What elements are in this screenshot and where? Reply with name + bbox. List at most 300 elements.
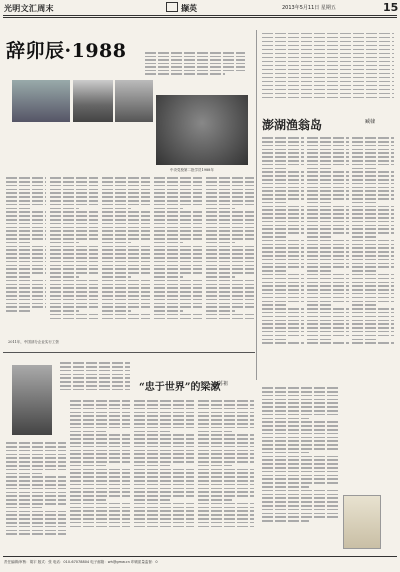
text-line — [154, 181, 202, 183]
text-line — [206, 215, 254, 217]
text-line — [307, 175, 349, 177]
text-line — [134, 472, 194, 474]
text-line — [198, 450, 254, 452]
text-line — [307, 221, 349, 223]
text-line — [198, 522, 254, 524]
text-line — [307, 190, 349, 192]
text-line — [50, 204, 98, 206]
text-line — [307, 179, 349, 181]
photo-robot — [156, 95, 248, 165]
text-line — [262, 202, 287, 204]
section-label: 撷英 — [181, 4, 197, 13]
text-line — [352, 240, 394, 242]
text-line — [307, 312, 349, 314]
text-line — [60, 381, 130, 383]
text-line — [262, 168, 287, 170]
text-line — [262, 259, 304, 261]
text-line — [307, 247, 349, 249]
text-line — [262, 467, 340, 469]
text-line — [262, 164, 304, 166]
text-line — [262, 293, 304, 295]
text-line — [352, 209, 394, 211]
text-line — [102, 291, 150, 293]
text-line — [307, 263, 349, 265]
text-line — [307, 327, 349, 329]
text-line — [6, 272, 46, 274]
article3-intro — [60, 360, 130, 393]
text-line — [134, 465, 170, 467]
text-line — [50, 318, 98, 320]
text-line — [154, 177, 202, 179]
text-line — [50, 253, 98, 255]
text-line — [70, 450, 130, 452]
text-line — [50, 227, 98, 229]
text-line — [307, 225, 349, 227]
text-line — [6, 261, 46, 263]
text-line — [134, 423, 194, 425]
text-line — [352, 316, 394, 318]
text-line — [206, 204, 254, 206]
text-line — [198, 465, 232, 467]
text-line — [102, 192, 150, 194]
text-line — [352, 175, 394, 177]
text-line — [307, 282, 349, 284]
text-line — [6, 514, 66, 516]
text-line — [352, 156, 394, 158]
text-line — [50, 249, 98, 251]
article2-author: 臧棣 — [365, 119, 376, 125]
text-line — [206, 310, 235, 312]
text-line — [198, 457, 254, 459]
text-line — [352, 278, 394, 280]
photo-crowd — [12, 80, 70, 122]
text-line — [262, 399, 340, 401]
text-line — [352, 289, 394, 291]
text-line — [6, 219, 46, 221]
text-line — [262, 440, 340, 442]
text-line — [134, 480, 194, 482]
text-line — [102, 299, 150, 301]
text-line — [307, 251, 349, 253]
text-line — [262, 509, 340, 511]
text-line — [50, 230, 98, 232]
text-line — [307, 293, 349, 295]
text-line — [154, 268, 202, 270]
text-line — [206, 314, 254, 316]
text-line — [307, 160, 349, 162]
text-line — [206, 261, 254, 263]
text-line — [6, 303, 46, 305]
text-line — [6, 242, 30, 244]
text-line — [70, 431, 106, 433]
text-line — [134, 457, 194, 459]
text-line — [352, 304, 377, 306]
text-line — [206, 253, 254, 255]
text-line — [50, 242, 79, 244]
text-line — [70, 484, 130, 486]
text-line — [307, 187, 349, 189]
text-line — [154, 238, 202, 240]
text-line — [6, 469, 66, 471]
text-line — [6, 223, 46, 225]
text-line — [198, 491, 254, 493]
text-line — [198, 404, 254, 406]
photo-street — [73, 80, 113, 122]
text-line — [262, 198, 304, 200]
text-line — [6, 189, 46, 191]
text-line — [154, 223, 202, 225]
text-line — [206, 249, 254, 251]
text-line — [6, 208, 30, 210]
text-line — [134, 412, 194, 414]
text-line — [198, 408, 254, 410]
text-line — [134, 408, 194, 410]
text-line — [50, 268, 98, 270]
text-line — [70, 438, 130, 440]
text-line — [60, 362, 130, 364]
text-line — [6, 442, 66, 444]
text-line — [70, 446, 130, 448]
text-line — [262, 520, 309, 522]
text-line — [198, 507, 254, 509]
book-icon — [166, 2, 178, 12]
text-line — [307, 217, 349, 219]
text-line — [206, 238, 254, 240]
text-line — [262, 240, 304, 242]
text-line — [206, 177, 254, 179]
text-line — [6, 530, 66, 532]
text-line — [262, 433, 340, 435]
text-line — [50, 303, 98, 305]
text-line — [50, 272, 98, 274]
text-line — [102, 208, 131, 210]
text-line — [50, 299, 98, 301]
text-line — [134, 499, 170, 501]
text-line — [206, 200, 254, 202]
text-line — [102, 185, 150, 187]
text-line — [70, 423, 130, 425]
column-divider — [256, 30, 257, 380]
text-line — [70, 400, 130, 402]
text-line — [6, 484, 66, 486]
article2-col1 — [262, 135, 304, 346]
text-line — [102, 196, 150, 198]
text-line — [262, 194, 304, 196]
text-line — [102, 265, 150, 267]
text-line — [154, 265, 202, 267]
text-line — [352, 244, 394, 246]
text-line — [262, 463, 340, 465]
text-line — [352, 232, 394, 234]
text-line — [206, 257, 254, 259]
text-line — [70, 491, 130, 493]
text-line — [102, 181, 150, 183]
text-line — [102, 223, 150, 225]
text-line — [102, 211, 150, 213]
text-line — [6, 476, 66, 478]
text-line — [198, 412, 254, 414]
text-line — [6, 253, 46, 255]
text-line — [50, 257, 98, 259]
text-line — [262, 209, 304, 211]
text-line — [307, 156, 349, 158]
text-line — [50, 208, 79, 210]
text-line — [6, 503, 66, 505]
text-line — [154, 230, 202, 232]
text-line — [134, 518, 194, 520]
text-line — [262, 255, 304, 257]
text-line — [307, 236, 332, 238]
text-line — [154, 287, 202, 289]
text-line — [6, 280, 46, 282]
text-line — [352, 263, 394, 265]
text-line — [102, 215, 150, 217]
text-line — [198, 472, 254, 474]
photo-people — [115, 80, 153, 122]
text-line — [154, 257, 202, 259]
text-line — [60, 377, 130, 379]
text-line — [198, 438, 254, 440]
text-line — [307, 335, 349, 337]
article2-col2 — [307, 135, 349, 346]
text-line — [307, 331, 349, 333]
text-line — [70, 518, 130, 520]
text-line — [262, 456, 340, 458]
text-line — [70, 442, 130, 444]
text-line — [102, 246, 150, 248]
text-line — [307, 278, 349, 280]
text-line — [307, 206, 349, 208]
text-line — [352, 308, 394, 310]
text-line — [262, 289, 304, 291]
text-line — [307, 266, 349, 268]
masthead-rule — [3, 15, 397, 16]
text-line — [352, 221, 394, 223]
text-line — [102, 303, 150, 305]
masthead-rule-thin — [3, 17, 397, 18]
text-line — [6, 211, 46, 213]
text-line — [198, 503, 254, 505]
text-line — [262, 513, 340, 515]
text-line — [154, 208, 183, 210]
text-line — [154, 227, 202, 229]
text-line — [206, 295, 254, 297]
text-line — [198, 400, 254, 402]
text-line — [6, 230, 46, 232]
text-line — [70, 427, 130, 429]
text-line — [60, 385, 130, 387]
text-line — [262, 501, 340, 503]
text-line — [307, 308, 349, 310]
text-line — [134, 526, 194, 528]
article1-side-note: 2011年，中国部分企业实行工资 — [8, 340, 59, 344]
text-line — [206, 211, 254, 213]
text-line — [307, 320, 349, 322]
text-line — [134, 400, 194, 402]
text-line — [352, 312, 394, 314]
article1-col3 — [154, 175, 202, 322]
newspaper-name: 光明文汇周末 — [4, 4, 54, 13]
text-line — [262, 236, 287, 238]
text-line — [102, 295, 150, 297]
text-line — [6, 246, 46, 248]
text-line — [70, 404, 130, 406]
text-line — [154, 192, 202, 194]
text-line — [6, 446, 66, 448]
text-line — [262, 183, 304, 185]
text-line — [70, 522, 130, 524]
text-line — [307, 274, 349, 276]
text-line — [6, 507, 42, 509]
text-line — [102, 268, 150, 270]
text-line — [206, 265, 254, 267]
text-line — [198, 526, 254, 528]
text-line — [70, 510, 130, 512]
text-line — [262, 152, 304, 154]
text-line — [198, 442, 254, 444]
text-line — [154, 261, 202, 263]
text-line — [206, 230, 254, 232]
text-line — [60, 374, 130, 376]
text-line — [262, 402, 340, 404]
text-line — [307, 152, 349, 154]
text-line — [198, 423, 254, 425]
text-line — [262, 308, 304, 310]
text-line — [198, 431, 232, 433]
text-line — [134, 522, 194, 524]
text-line — [154, 295, 202, 297]
text-line — [6, 295, 46, 297]
text-line — [262, 312, 304, 314]
text-line — [262, 482, 340, 484]
text-line — [50, 261, 98, 263]
text-line — [262, 156, 304, 158]
text-line — [70, 488, 130, 490]
text-line — [262, 301, 304, 303]
text-line — [154, 200, 202, 202]
text-line — [70, 514, 130, 516]
text-line — [307, 228, 349, 230]
text-line — [262, 270, 287, 272]
text-line — [102, 310, 131, 312]
text-line — [307, 304, 332, 306]
article3-headline: “忠于世界”的梁漱 — [139, 382, 221, 393]
text-line — [262, 320, 304, 322]
text-line — [6, 284, 46, 286]
text-line — [206, 276, 235, 278]
text-line — [6, 457, 66, 459]
text-line — [262, 418, 309, 420]
text-line — [154, 291, 202, 293]
text-line — [262, 452, 309, 454]
book-cover-image — [343, 495, 381, 549]
article1-col2 — [102, 175, 150, 322]
footer-credits: 责任编辑/审核：胡宇 版式：张 电话：010-67078804 电子邮箱：wh@gmw.cn 印刷质量监督：0 — [4, 560, 158, 564]
text-line — [198, 461, 254, 463]
article1-sidebar — [6, 175, 46, 314]
text-line — [154, 196, 202, 198]
text-line — [102, 249, 150, 251]
text-line — [262, 304, 287, 306]
text-line — [262, 278, 304, 280]
text-line — [307, 232, 349, 234]
text-line — [134, 442, 194, 444]
text-line — [307, 240, 349, 242]
text-line — [134, 488, 194, 490]
text-line — [6, 276, 30, 278]
text-line — [352, 168, 377, 170]
text-line — [206, 306, 254, 308]
article2-headline: 澎湖渔翁岛 — [262, 118, 323, 132]
text-line — [6, 473, 42, 475]
text-line — [352, 247, 394, 249]
issue-date: 2013年5月11日 星期五 — [282, 5, 336, 11]
text-line — [50, 234, 98, 236]
text-line — [352, 171, 394, 173]
text-line — [262, 221, 304, 223]
article3-col3 — [134, 398, 194, 529]
text-line — [206, 246, 254, 248]
text-line — [198, 419, 254, 421]
text-line — [262, 323, 304, 325]
text-line — [352, 297, 394, 299]
text-line — [6, 465, 66, 467]
text-line — [307, 339, 332, 341]
text-line — [50, 310, 79, 312]
text-line — [262, 160, 304, 162]
text-line — [154, 234, 202, 236]
section-divider — [3, 352, 255, 353]
footer-rule — [3, 556, 397, 557]
text-line — [154, 272, 202, 274]
text-line — [198, 518, 254, 520]
text-line — [262, 475, 340, 477]
text-line — [50, 276, 79, 278]
text-line — [60, 366, 130, 368]
text-line — [134, 461, 194, 463]
text-line — [134, 450, 194, 452]
text-line — [70, 465, 106, 467]
text-line — [262, 339, 287, 341]
text-line — [206, 242, 235, 244]
text-line — [198, 469, 254, 471]
text-line — [206, 303, 254, 305]
text-line — [262, 425, 340, 427]
text-line — [70, 507, 130, 509]
article1-col4 — [206, 175, 254, 322]
text-line — [102, 276, 131, 278]
text-line — [352, 236, 377, 238]
text-line — [154, 310, 183, 312]
text-line — [70, 457, 130, 459]
text-line — [307, 213, 349, 215]
text-line — [262, 206, 304, 208]
text-line — [206, 219, 254, 221]
text-line — [262, 213, 304, 215]
text-line — [352, 342, 394, 344]
text-line — [154, 280, 202, 282]
text-line — [70, 408, 130, 410]
section-title — [166, 2, 197, 14]
text-line — [307, 137, 349, 139]
text-line — [6, 268, 46, 270]
text-line — [102, 227, 150, 229]
text-line — [50, 192, 98, 194]
text-line — [307, 202, 332, 204]
text-line — [70, 526, 130, 528]
text-line — [6, 257, 46, 259]
text-line — [102, 242, 131, 244]
